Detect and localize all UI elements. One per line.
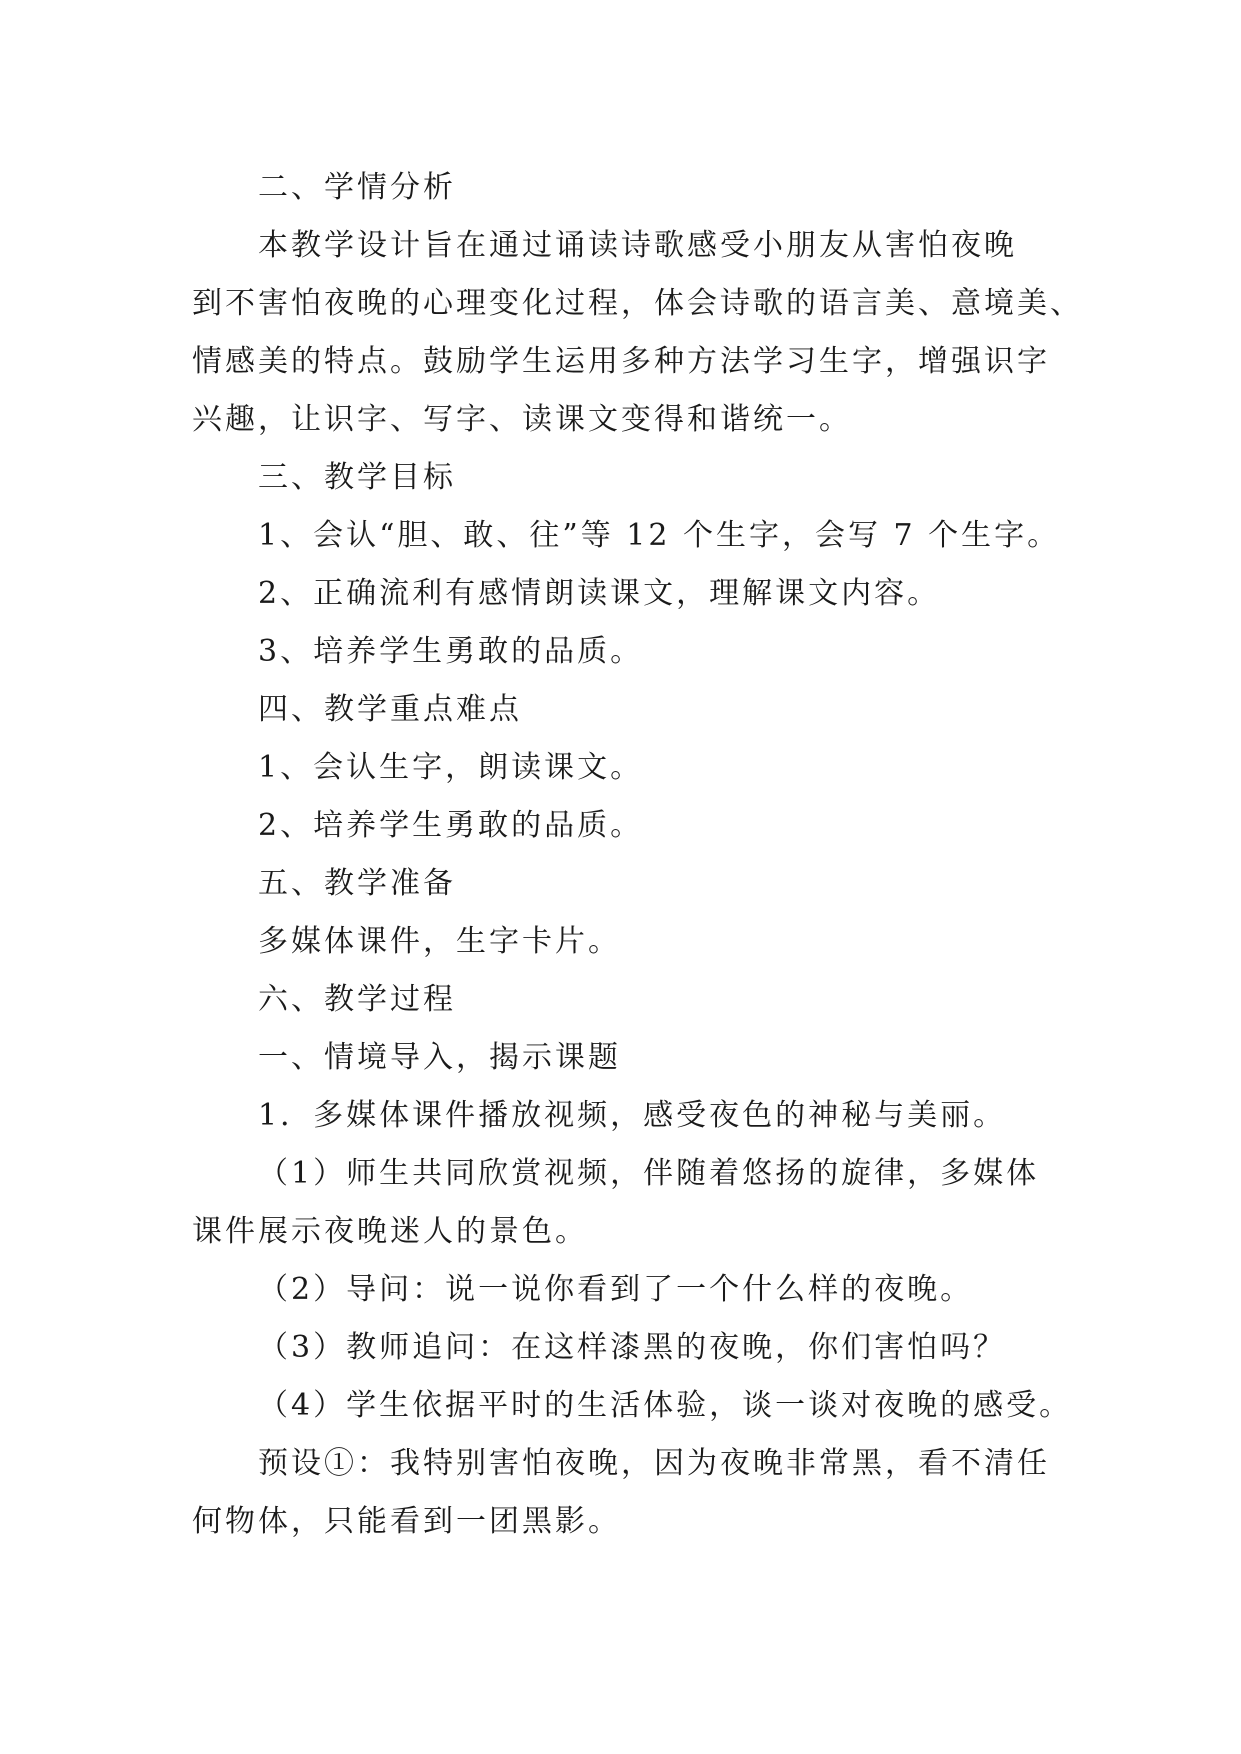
subsection-heading-intro: 一、情境导入，揭示课题 (258, 1040, 621, 1075)
paragraph-line: 到不害怕夜晚的心理变化过程，体会诗歌的语言美、意境美、 (192, 286, 1083, 321)
process-step-1: 1．多媒体课件播放视频，感受夜色的神秘与美丽。 (258, 1098, 1007, 1133)
section-heading-key-points: 四、教学重点难点 (258, 692, 522, 727)
process-substep-3: （3）教师追问：在这样漆黑的夜晚，你们害怕吗？ (258, 1330, 1007, 1365)
section-heading-student-analysis: 二、学情分析 (258, 170, 456, 205)
paragraph-line: 兴趣，让识字、写字、读课文变得和谐统一。 (192, 402, 852, 437)
process-substep-1: （1）师生共同欣赏视频，伴随着悠扬的旋律，多媒体 (258, 1156, 1040, 1191)
key-point-item-2: 2、培养学生勇敢的品质。 (258, 808, 644, 843)
section-heading-preparation: 五、教学准备 (258, 866, 456, 901)
goal-item-3: 3、培养学生勇敢的品质。 (258, 634, 644, 669)
process-substep-4: （4）学生依据平时的生活体验，谈一谈对夜晚的感受。 (258, 1388, 1073, 1423)
preset-answer-1-continued: 何物体，只能看到一团黑影。 (192, 1504, 621, 1539)
goal-item-1: 1、会认“胆、敢、往”等 12 个生字，会写 7 个生字。 (258, 518, 1061, 553)
goal-item-2: 2、正确流利有感情朗读课文，理解课文内容。 (258, 576, 941, 611)
preset-answer-1: 预设①：我特别害怕夜晚，因为夜晚非常黑，看不清任 (258, 1446, 1050, 1481)
key-point-item-1: 1、会认生字，朗读课文。 (258, 750, 644, 785)
section-heading-teaching-goals: 三、教学目标 (258, 460, 456, 495)
preparation-text: 多媒体课件，生字卡片。 (258, 924, 621, 959)
paragraph-line: 本教学设计旨在通过诵读诗歌感受小朋友从害怕夜晚 (258, 228, 1017, 263)
paragraph-line: 情感美的特点。鼓励学生运用多种方法学习生字，增强识字 (192, 344, 1050, 379)
process-substep-2: （2）导问：说一说你看到了一个什么样的夜晚。 (258, 1272, 974, 1307)
section-heading-teaching-process: 六、教学过程 (258, 982, 456, 1017)
process-substep-1-continued: 课件展示夜晚迷人的景色。 (192, 1214, 588, 1249)
